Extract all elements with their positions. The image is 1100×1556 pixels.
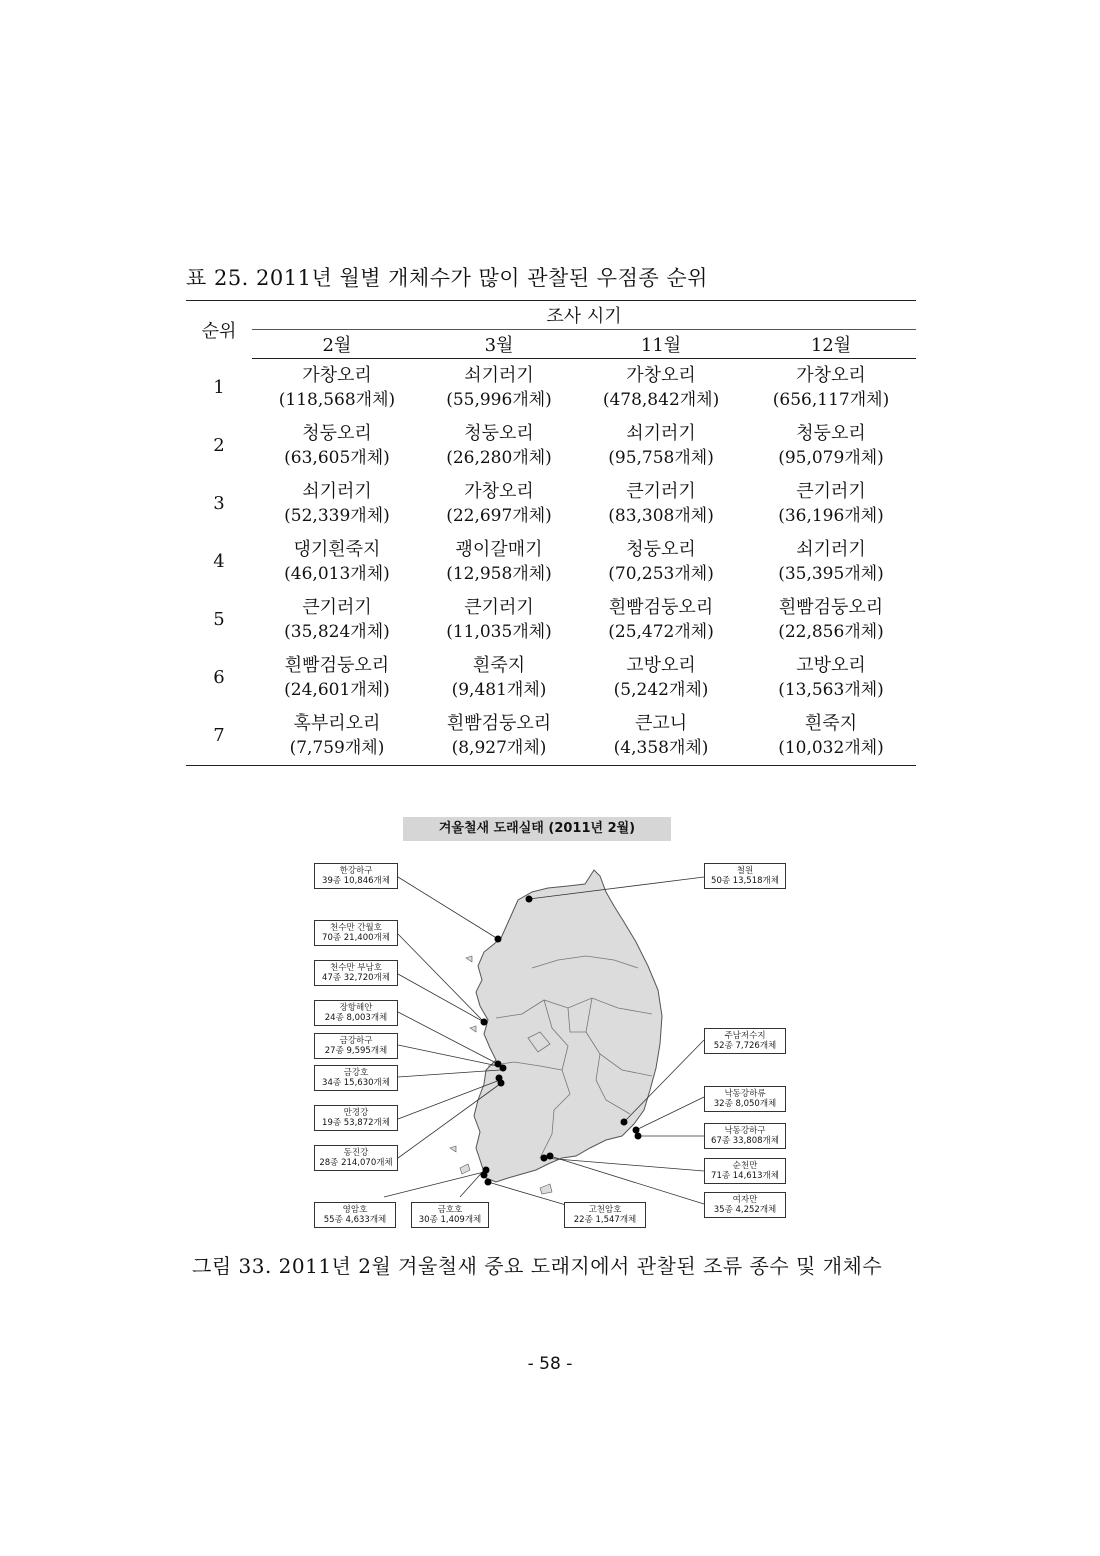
species-count: (36,196개체) (778, 506, 884, 526)
species-name: 가창오리 (796, 365, 866, 386)
species-name: 흰죽지 (472, 655, 526, 676)
species-cell (252, 533, 422, 591)
species-count: (8,927개체) (451, 738, 547, 758)
species-count: (5,242개체) (613, 680, 709, 700)
species-count: (118,568개체) (278, 390, 396, 410)
species-count: (22,697개체) (446, 506, 552, 526)
species-name: 큰기러기 (626, 481, 696, 502)
rank-header: 순위 (186, 301, 252, 359)
species-name: 큰기러기 (464, 597, 534, 618)
species-cell (746, 533, 916, 591)
species-count: (9,481개체) (451, 680, 547, 700)
table-row (186, 591, 916, 649)
species-name: 쇠기러기 (796, 539, 866, 560)
site-label-cheorwon: 철원 50종 13,518개체 (704, 863, 786, 889)
rank-cell: 3 (213, 493, 225, 514)
species-cell (746, 649, 916, 707)
species-count: (478,842개체) (602, 390, 720, 410)
figure-caption: 그림 33. 2011년 2월 겨울철새 중요 도래지에서 관찰된 조류 종수 및 개체수 (192, 1254, 883, 1278)
species-name: 흰빰검둥오리 (608, 597, 714, 618)
site-label-hangang-estuary: 한강하구 39종 10,846개체 (314, 863, 398, 889)
site-label-yeoja: 여자만 35종 4,252개체 (704, 1192, 786, 1218)
rank-cell: 1 (213, 376, 225, 398)
species-cell (422, 707, 576, 766)
table-row (186, 359, 916, 418)
species-name: 가창오리 (302, 365, 372, 386)
species-name: 혹부리오리 (293, 713, 381, 734)
table-row (186, 417, 916, 475)
site-label-junam: 주남저수지 52종 7,726개체 (704, 1028, 786, 1054)
species-count: (10,032개체) (778, 738, 884, 758)
species-cell (422, 591, 576, 649)
column-header-dec: 12월 (746, 330, 916, 359)
species-count: (12,958개체) (446, 564, 552, 584)
species-cell (746, 417, 916, 475)
species-count: (52,339개체) (284, 506, 390, 526)
site-marker-geumho (481, 1172, 488, 1179)
species-cell (746, 591, 916, 649)
site-label-janghang: 장항해안 24종 8,003개체 (314, 1000, 398, 1026)
species-cell (422, 649, 576, 707)
species-cell (422, 533, 576, 591)
species-count: (13,563개체) (778, 680, 884, 700)
species-cell (576, 649, 746, 707)
species-count: (656,117개체) (772, 390, 890, 410)
species-name: 큰고니 (634, 713, 688, 734)
table-row (186, 533, 916, 591)
site-label-geumgang-estuary: 금강하구 27종 9,595개체 (314, 1033, 398, 1059)
species-name: 가창오리 (464, 481, 534, 502)
species-name: 흰빰검둥오리 (778, 597, 884, 618)
species-count: (24,601개체) (284, 680, 390, 700)
period-header: 조사 시기 (252, 301, 916, 330)
species-count: (26,280개체) (446, 448, 552, 468)
site-label-nakdong-lower: 낙동강하류 32종 8,050개체 (704, 1086, 786, 1112)
page-number: - 58 - (527, 1354, 573, 1374)
species-name: 큰기러기 (302, 597, 372, 618)
species-name: 흰빰검둥오리 (284, 655, 390, 676)
species-cell (746, 475, 916, 533)
species-cell (576, 591, 746, 649)
species-cell (252, 417, 422, 475)
site-label-cheonsuman-bunam: 천수만 부남호 47종 32,720개체 (314, 960, 398, 986)
site-marker-cheorwon (526, 896, 533, 903)
species-name: 가창오리 (626, 365, 696, 386)
site-label-suncheon: 순천만 71종 14,613개체 (704, 1158, 786, 1184)
species-name: 큰기러기 (796, 481, 866, 502)
site-marker-junam (621, 1119, 628, 1126)
species-name: 댕기흰죽지 (293, 539, 381, 560)
site-marker-yeoja (547, 1153, 554, 1160)
species-count: (95,758개체) (608, 448, 714, 468)
map-landmass (474, 870, 662, 1182)
species-cell (576, 359, 746, 418)
species-cell (576, 533, 746, 591)
species-name: 고방오리 (626, 655, 696, 676)
species-cell (422, 359, 576, 418)
species-cell (252, 359, 422, 418)
species-count: (4,358개체) (613, 738, 709, 758)
rank-cell: 5 (213, 609, 225, 630)
species-count: (46,013개체) (284, 564, 390, 584)
site-label-cheonsuman-ganwol: 천수만 간월호 70종 21,400개체 (314, 920, 398, 946)
species-count: (55,996개체) (446, 390, 552, 410)
dominant-species-table (186, 300, 916, 766)
column-header-feb: 2월 (252, 330, 422, 359)
species-count: (35,824개체) (284, 622, 390, 642)
species-cell (422, 417, 576, 475)
species-cell (576, 417, 746, 475)
site-label-geumho: 금호호 30종 1,409개체 (411, 1202, 489, 1228)
species-count: (25,472개체) (608, 622, 714, 642)
species-cell (252, 707, 422, 766)
species-count: (11,035개체) (446, 622, 552, 642)
table-row (186, 475, 916, 533)
table-row (186, 707, 916, 766)
site-marker-geumgang-estuary (500, 1065, 507, 1072)
site-label-yeongam: 영암호 55종 4,633개체 (314, 1202, 396, 1228)
species-name: 쇠기러기 (626, 423, 696, 444)
site-marker-suncheon (541, 1155, 548, 1162)
species-name: 쇠기러기 (464, 365, 534, 386)
species-cell (252, 591, 422, 649)
rank-cell: 6 (213, 667, 225, 688)
species-count: (35,395개체) (778, 564, 884, 584)
species-cell (252, 475, 422, 533)
species-name: 청둥오리 (626, 539, 696, 560)
species-name: 청둥오리 (302, 423, 372, 444)
site-marker-hangang-estuary (495, 936, 502, 943)
site-marker-nakdong-lower (633, 1127, 640, 1134)
species-cell (252, 649, 422, 707)
species-cell (746, 359, 916, 418)
species-name: 청둥오리 (796, 423, 866, 444)
species-cell (422, 475, 576, 533)
site-marker-mangyeong-dongjin (498, 1080, 505, 1087)
rank-cell: 4 (213, 551, 225, 572)
site-label-geumgang-lake: 금강호 34종 15,630개체 (314, 1065, 398, 1091)
site-label-mangyeong: 만경강 19종 53,872개체 (314, 1105, 398, 1131)
rank-cell: 2 (213, 435, 225, 456)
table-row (186, 649, 916, 707)
species-count: (83,308개체) (608, 506, 714, 526)
column-header-mar: 3월 (422, 330, 576, 359)
species-name: 쇠기러기 (302, 481, 372, 502)
rank-cell: 7 (186, 707, 252, 766)
species-cell (576, 475, 746, 533)
species-count: (22,856개체) (778, 622, 884, 642)
species-count: (95,079개체) (778, 448, 884, 468)
species-count: (7,759개체) (289, 738, 385, 758)
species-name: 흰빰검둥오리 (446, 713, 552, 734)
species-name: 고방오리 (796, 655, 866, 676)
figure-title: 겨울철새 도래실태 (2011년 2월) (403, 817, 671, 841)
species-name: 청둥오리 (464, 423, 534, 444)
species-count: (70,253개체) (608, 564, 714, 584)
site-marker-nakdong-estuary (635, 1133, 642, 1140)
species-cell (746, 707, 916, 766)
site-marker-gocheonam (485, 1179, 492, 1186)
site-label-nakdong-estuary: 낙동강하구 67종 33,808개체 (704, 1123, 786, 1149)
site-marker-cheonsuman (481, 1019, 488, 1026)
species-count: (63,605개체) (284, 448, 390, 468)
site-label-gocheonam: 고천암호 22종 1,547개체 (564, 1202, 646, 1228)
table-caption: 표 25. 2011년 월별 개체수가 많이 관찰된 우점종 순위 (186, 266, 708, 290)
site-label-dongjin: 동진강 28종 214,070개체 (314, 1145, 398, 1171)
species-cell (576, 707, 746, 766)
species-name: 흰죽지 (804, 713, 858, 734)
species-name: 괭이갈매기 (455, 539, 543, 560)
column-header-nov: 11월 (576, 330, 746, 359)
